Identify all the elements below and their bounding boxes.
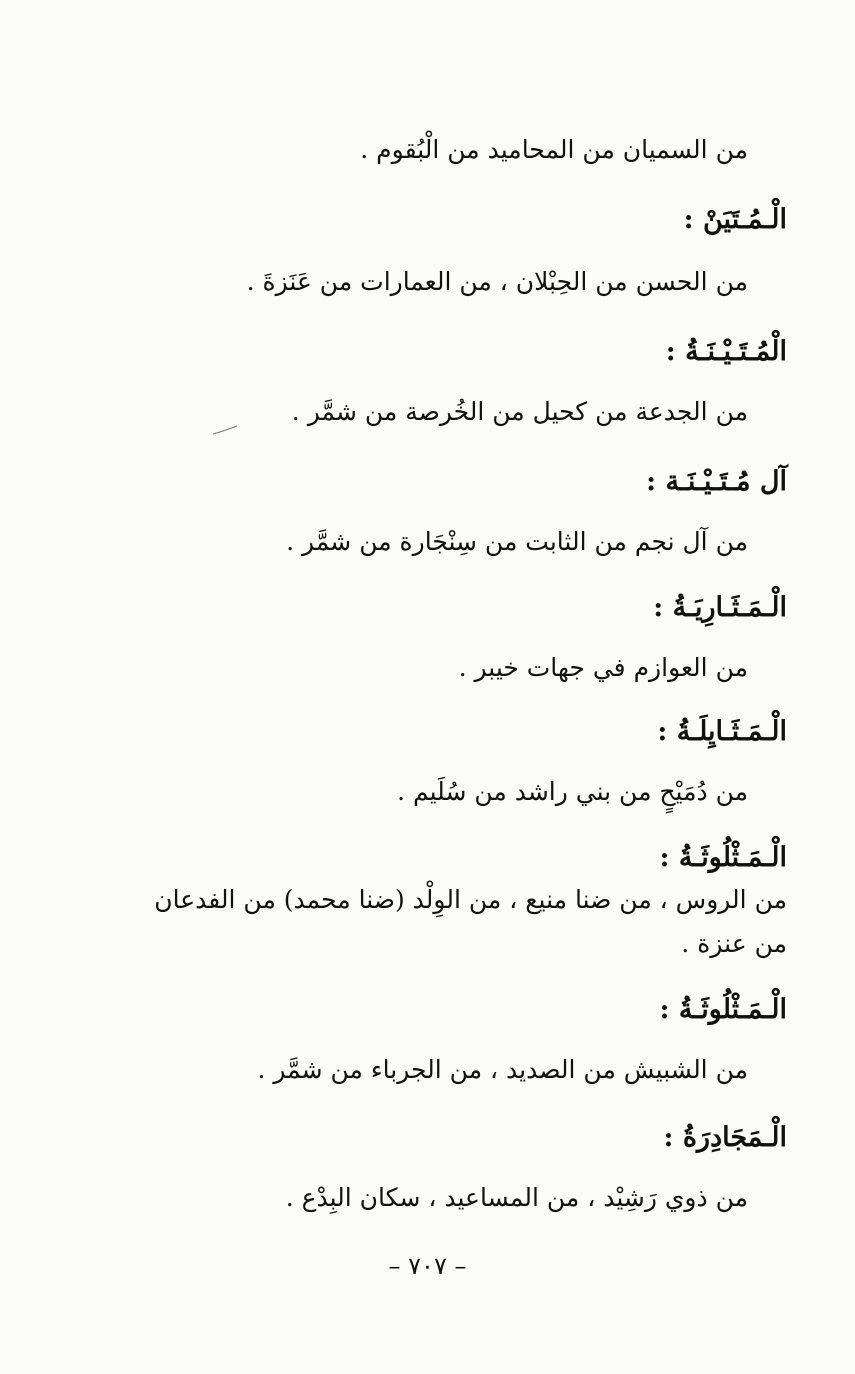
entry-heading: الْـمَجَادِرَةُ : [663, 1122, 787, 1153]
entry-heading: آل مُـتَـيْـنَـة : [646, 466, 787, 497]
entry-heading: الْـمَـثْلُوثَـةُ : [659, 994, 787, 1025]
entry-description: من ذوي رَشِيْد ، من المساعيد ، سكان البِدْع . [285, 1183, 748, 1212]
entry-heading: الْـمَـثَـارِيَـةُ : [653, 592, 787, 623]
entry-description: من آل نجم من الثابت من سِنْجَارة من شمَّر . [286, 527, 748, 556]
page-number: – ٧٠٧ – [388, 1252, 467, 1280]
entry-heading: الْـمَـثَـايِلَـةُ : [657, 716, 787, 747]
entry-description: من دُمَيْحٍ من بني راشد من سُلَيم . [397, 777, 748, 806]
entry-heading: الْـمَـثْلُوثَـةُ : [659, 842, 787, 873]
entry-description: من الروس ، من ضنا منيع ، من الوِلْد (ضنا محمد) من الفدعان [154, 885, 787, 914]
entry-heading: الْمُـتَـيْـنَـةُ : [665, 336, 787, 367]
entry-heading: الْـمُـتَيَنْ : [683, 204, 787, 235]
entry-description: من العوازم في جهات خيبر . [458, 653, 748, 682]
entry-description: من الحسن من الحِبْلان ، من العمارات من عَنَزةَ . [246, 267, 748, 296]
entry-description: من الشبيش من الصديد ، من الجرباء من شمَّر . [257, 1055, 748, 1084]
entry-description-continuation: من عنزة . [681, 929, 787, 958]
stray-pen-mark [212, 425, 238, 435]
entry-description: من الجدعة من كحيل من الخُرصة من شمَّر . [291, 397, 748, 426]
entry-description: من السميان من المحاميد من الْبُقوم . [360, 135, 748, 164]
